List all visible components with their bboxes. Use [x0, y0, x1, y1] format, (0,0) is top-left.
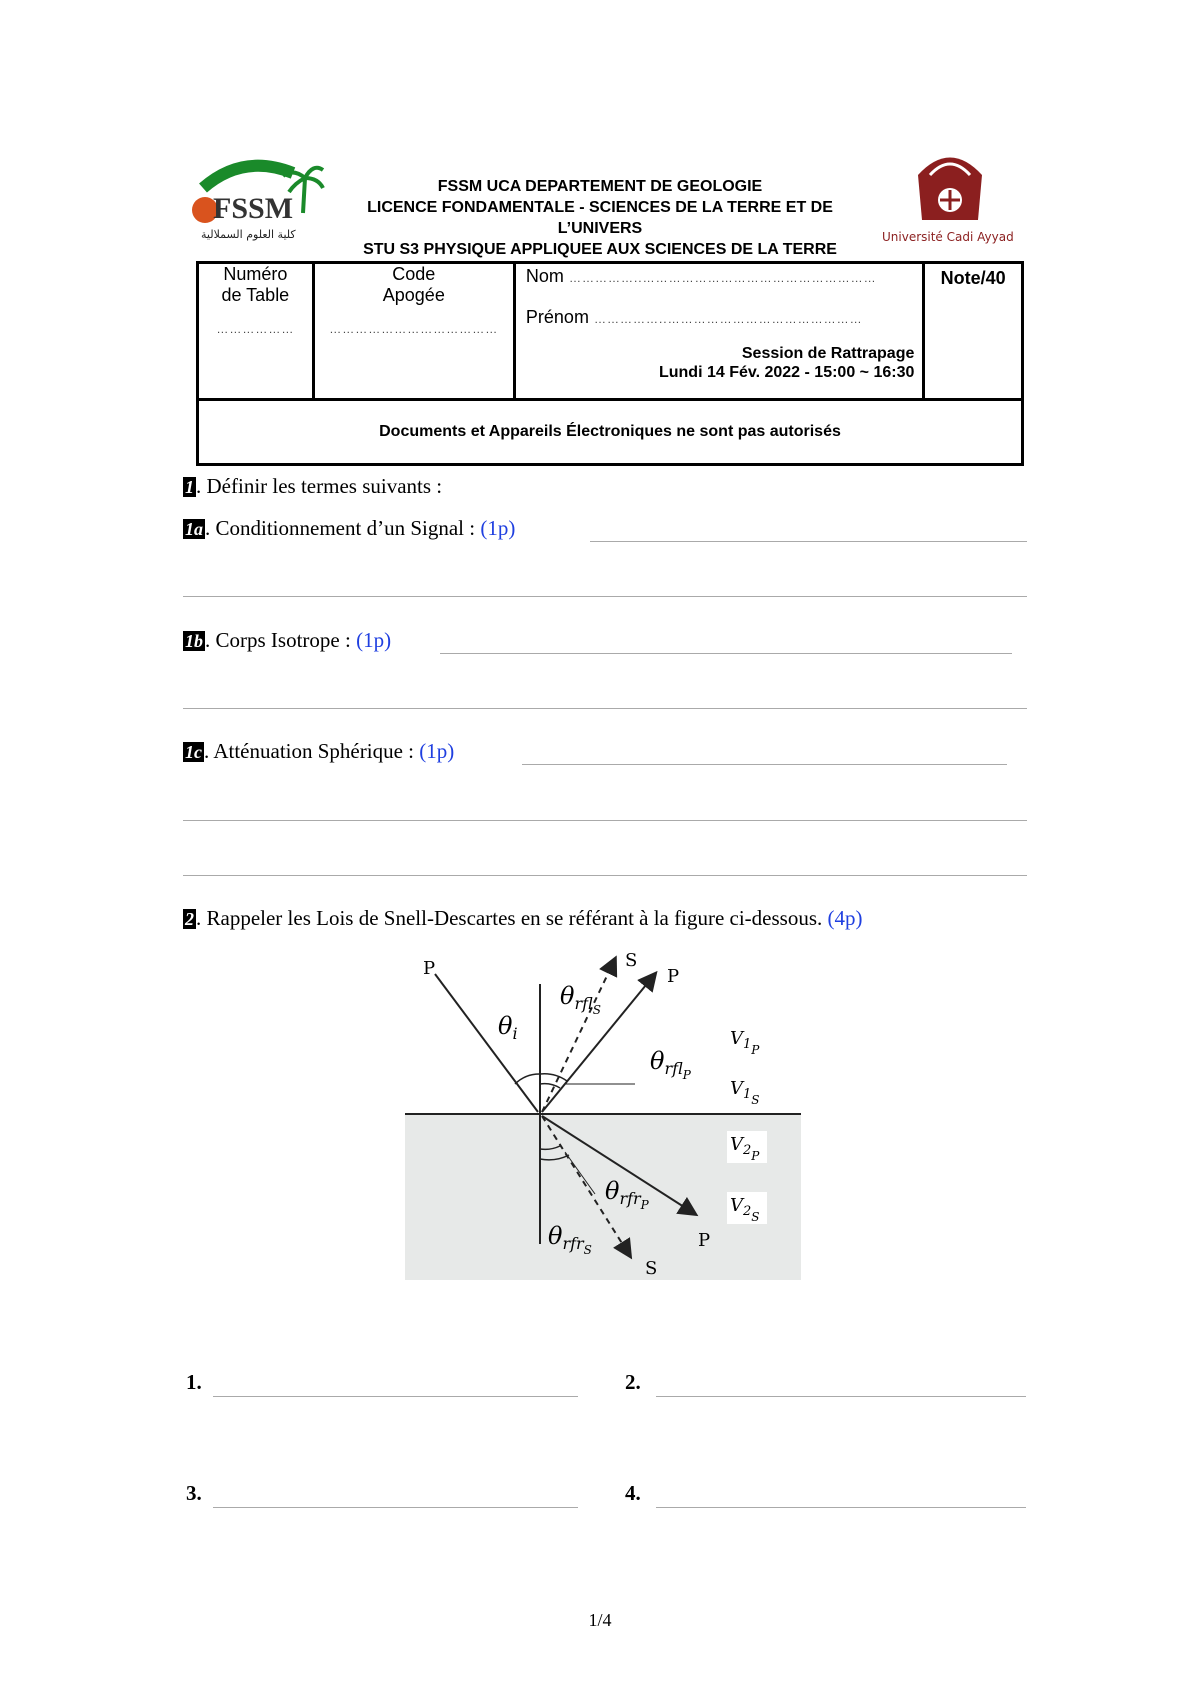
question-1c [183, 739, 454, 764]
answer-line-1c-1[interactable] [522, 764, 1007, 765]
label-v1p: $V_{1P}$ [730, 1028, 760, 1057]
label-p-reflected: P [667, 966, 680, 987]
header-titles [330, 176, 870, 260]
header-line-1: FSSM UCA DEPARTEMENT DE GEOLOGIE [437, 178, 763, 195]
question-1a-number: 1a [185, 519, 203, 539]
notice-text: Documents et Appareils Électroniques ne sont pas autorisés [379, 423, 841, 440]
page-number: 1/4 [588, 1610, 612, 1630]
label-s-reflected: S [625, 950, 638, 971]
label-theta-rfr-s: $\theta_{rfrS}$ [548, 1222, 592, 1257]
label-theta-rfl-p: $\theta_{rflP}$ [650, 1047, 691, 1082]
question-1c-points: (1p) [419, 739, 455, 763]
label-p-incident: P [423, 958, 436, 979]
answer-2-label: 2. [625, 1370, 641, 1394]
uca-logo [878, 145, 1022, 247]
question-1b [183, 628, 391, 653]
question-1b-points: (1p) [356, 628, 392, 652]
fssm-logo-text: FSSM [213, 192, 294, 225]
question-1a [183, 516, 515, 541]
question-1-text: . Définir les termes suivants : [196, 474, 443, 498]
answer-1-line[interactable] [213, 1396, 578, 1397]
table-number-label-1: Numéro [223, 264, 288, 284]
question-1b-number: 1b [185, 631, 203, 651]
label-v2s: $V_{2S}$ [730, 1195, 760, 1224]
nom-label: Nom [525, 266, 564, 286]
question-1a-points: (1p) [480, 516, 516, 540]
question-1 [183, 474, 442, 499]
note-label: Note/40 [940, 268, 1006, 288]
prenom-label: Prénom [525, 307, 589, 327]
answer-line-1a-2[interactable] [183, 596, 1027, 597]
snell-descartes-figure [405, 944, 801, 1280]
answer-1-label: 1. [186, 1370, 202, 1394]
question-1b-text: . Corps Isotrope : [205, 628, 351, 652]
answer-line-1b-2[interactable] [183, 708, 1027, 709]
question-1c-number: 1c [185, 742, 202, 762]
answer-3-line[interactable] [213, 1507, 578, 1508]
notice-banner [198, 400, 1023, 465]
answer-line-1a-1[interactable] [590, 541, 1027, 542]
fssm-logo-arabic: كلية العلوم السملالية [201, 228, 296, 241]
question-1c-text: . Atténuation Sphérique : [204, 739, 414, 763]
label-theta-rfr-p: $\theta_{rfrP}$ [605, 1177, 649, 1212]
session-label: Session de Rattrapage [741, 345, 915, 362]
answer-4-label: 4. [625, 1481, 641, 1505]
prenom-field[interactable]: ……………..……………………………………… [593, 312, 863, 326]
apogee-code-field[interactable]: ………………………………… [329, 322, 499, 336]
answer-line-1c-2[interactable] [183, 820, 1027, 821]
header-line-2: LICENCE FONDAMENTALE - SCIENCES DE LA TERRE ET DE L’UNIVERS [367, 199, 833, 237]
label-theta-rfl-s: $\theta_{rflS}$ [560, 982, 602, 1017]
table-number-field[interactable]: ……………… [216, 322, 295, 336]
question-2 [183, 906, 863, 931]
answer-4-line[interactable] [656, 1507, 1026, 1508]
label-v2p: $V_{2P}$ [730, 1134, 760, 1163]
apogee-label-1: Code [392, 264, 436, 284]
answer-line-1c-3[interactable] [183, 875, 1027, 876]
label-s-refracted: S [645, 1258, 658, 1279]
question-2-text: . Rappeler les Lois de Snell-Descartes en se référant à la figure ci-dessous. [196, 906, 823, 930]
table-number-cell [198, 263, 314, 400]
answer-line-1b-1[interactable] [440, 653, 1012, 654]
uca-logo-text: Université Cadi Ayyad [882, 230, 1014, 244]
table-number-label-2: de Table [221, 285, 290, 305]
label-p-refracted: P [698, 1230, 711, 1251]
question-1-number: 1 [185, 477, 194, 497]
apogee-code-cell [313, 263, 514, 400]
fssm-logo [183, 148, 328, 248]
label-v1s: $V_{1S}$ [730, 1078, 760, 1107]
answer-2-line[interactable] [656, 1396, 1026, 1397]
student-info-table [196, 261, 1024, 466]
question-2-number: 2 [185, 909, 194, 929]
question-1a-text: . Conditionnement d’un Signal : [205, 516, 476, 540]
nom-field[interactable]: ……………..……………………………………………… [568, 271, 877, 285]
note-cell [924, 263, 1023, 400]
name-cell [514, 263, 923, 400]
header-line-3: STU S3 PHYSIQUE APPLIQUEE AUX SCIENCES DE LA TERRE [363, 241, 837, 258]
answer-3-label: 3. [186, 1481, 202, 1505]
question-2-points: (4p) [827, 906, 863, 930]
apogee-label-2: Apogée [382, 285, 445, 305]
exam-date: Lundi 14 Fév. 2022 - 15:00 ~ 16:30 [658, 364, 915, 381]
label-theta-i: $\theta_i$ [498, 1012, 518, 1043]
